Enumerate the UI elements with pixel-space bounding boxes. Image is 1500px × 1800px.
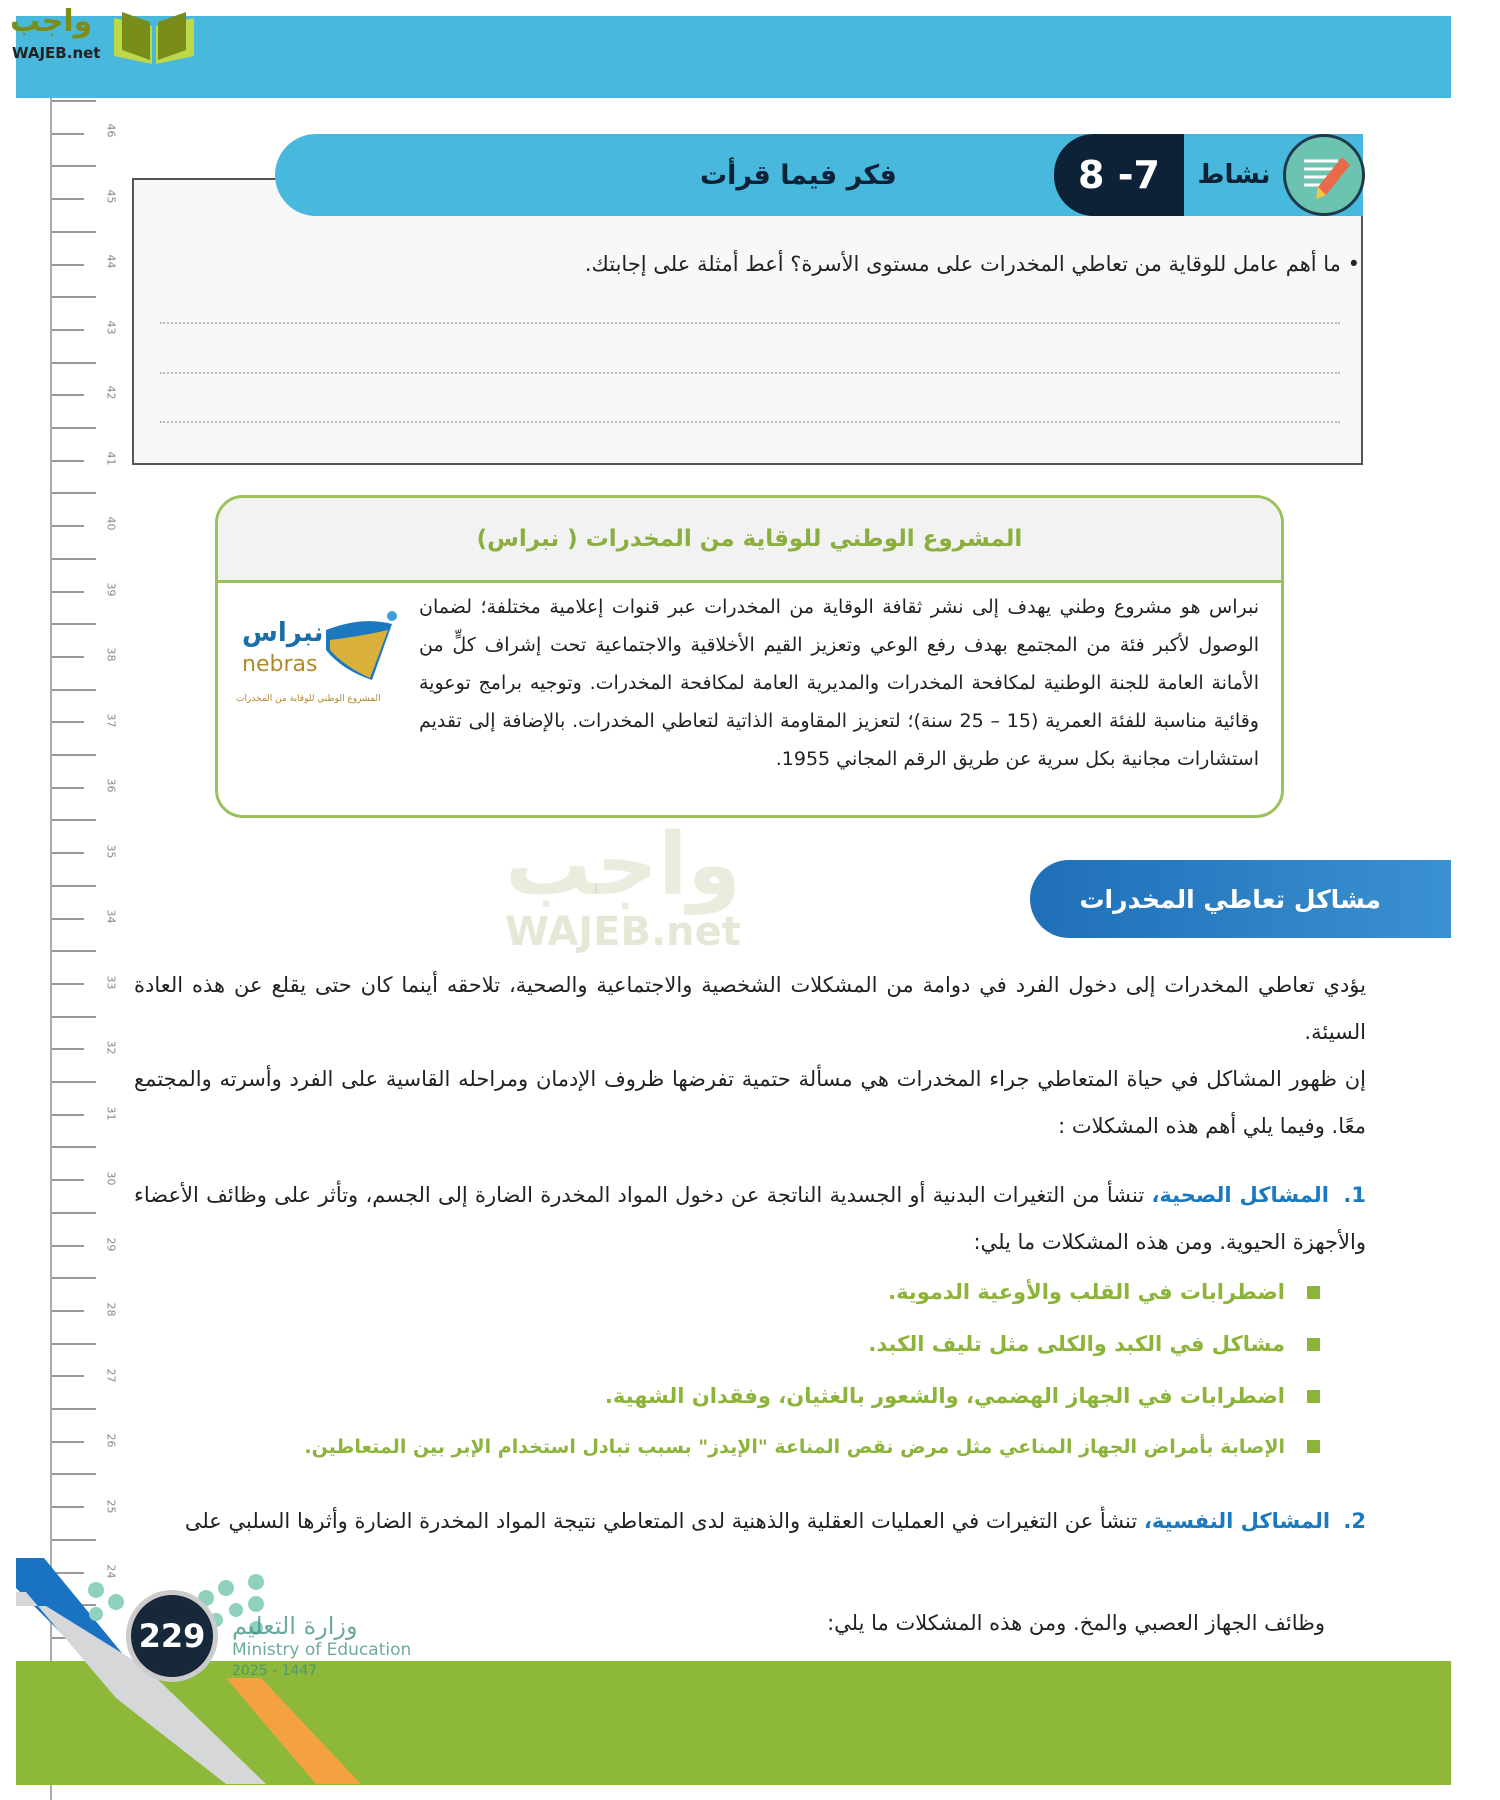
watermark-en: WAJEB.net [505,909,741,955]
ruler-tick [52,1146,96,1148]
ruler-tick [52,1212,96,1214]
ruler-tick [52,264,84,266]
square-bullet-icon [1307,1338,1320,1351]
wajeb-logo[interactable]: واجب WAJEB.net [10,4,190,66]
watermark-ar: واجب [505,815,741,915]
paragraph-2: إن ظهور المشاكل في حياة المتعاطي جراء المخدرات هي مسألة حتمية تفرضها ظروف الإدمان ومراحله القاسية على الفرد وأسرته والمجتمع معًا. وفيما يلي أهم هذه المشكلات : [134,1067,1366,1138]
ruler-tick [52,1114,84,1116]
ruler-number: 46 [104,123,118,138]
ruler-tick [52,1408,96,1410]
nebras-logo: نبراس nebras المشروع الوطني للوقاية من المخدرات [236,618,396,718]
activity-question: • ما أهم عامل للوقاية من تعاطي المخدرات على مستوى الأسرة؟ أعط أمثلة على إجابتك. [584,252,1360,276]
ruler-number: 33 [104,975,118,989]
ruler-number: 24 [104,1564,118,1579]
ruler-tick [52,1179,84,1181]
ruler-tick [52,918,84,920]
ruler-tick [52,819,96,821]
activity-label: نشاط [1184,134,1284,216]
nebras-body: نبراس هو مشروع وطني يهدف إلى نشر ثقافة الوقاية من المخدرات عبر قنوات إعلامية مختلفة؛ لضمان الوصول لأكبر فئة من المجتمع بهدف رفع الوعي وتعزيز القيم الأخلاقية والاجتماعية تحت إشراف كلٍّ من الأمانة العامة للجنة الوطنية لمكافحة المخدرات والمديرية العامة لمكافحة المخدرات. وتوجيه برامج توعوية وقائية مناسبة للفئة العمرية (15 – 25 سنة)؛ لتعزيز المقاومة الذاتية لتعاطي المخدرات. بالإضافة إلى تقديم استشارات مجانية بكل سرية عن طريق الرقم المجاني 1955. [419,596,1259,770]
bullet-item: الإصابة بأمراض الجهاز المناعي مثل مرض نقص المناعة "الإيدز" بسبب تبادل استخدام الإبر بين المتعاطين. [304,1436,1320,1458]
ruler-tick [52,852,84,854]
ruler-number: 31 [104,1106,118,1120]
ruler-tick [52,525,84,527]
ruler-tick [52,1048,84,1050]
ruler-tick [52,165,96,167]
ruler-tick [52,754,96,756]
ruler-tick [52,721,84,723]
ruler-tick [52,1375,84,1377]
bullet-item: اضطرابات في الجهاز الهضمي، والشعور بالغثيان، وفقدان الشهية. [605,1384,1320,1408]
answer-line[interactable] [160,421,1340,423]
square-bullet-icon [1307,1390,1320,1403]
activity-title: فكر فيما قرأت [700,159,897,191]
ruler-tick [52,1310,84,1312]
ruler-tick [52,689,96,691]
header-band [16,16,1451,98]
ruler-tick [52,1473,96,1475]
ruler-number: 41 [104,451,118,465]
section-heading: مشاكل تعاطي المخدرات [1030,860,1451,938]
ruler-number: 44 [104,254,118,269]
ruler-number: 30 [104,1171,118,1186]
ruler-number: 36 [104,778,118,793]
ruler-tick [52,591,84,593]
ruler-number: 43 [104,320,118,334]
answer-line[interactable] [160,372,1340,374]
ruler-number: 42 [104,385,118,400]
ruler-number: 28 [104,1302,118,1317]
ruler-tick [52,1081,96,1083]
nebras-shield-icon [322,610,402,690]
ruler-tick [52,558,96,560]
ruler-number: 27 [104,1368,118,1382]
ruler-tick [52,427,96,429]
ruler-tick [52,885,96,887]
ruler-tick [52,1245,84,1247]
ruler-tick [52,656,84,658]
ruler-number: 34 [104,909,118,924]
paragraph-1: يؤدي تعاطي المخدرات إلى دخول الفرد في دوامة من المشكلات الشخصية والاجتماعية والصحية، تلاحقه أينما كان حتى يقلع عن هذه العادة السيئة. [134,973,1366,1044]
ruler [50,98,52,1800]
ruler-number: 45 [104,189,118,203]
square-bullet-icon [1307,1286,1320,1299]
ruler-tick [52,394,84,396]
ruler-tick [52,983,84,985]
ruler-number: 26 [104,1433,118,1448]
page-number: 229 [126,1590,218,1682]
ruler-number: 39 [104,582,118,596]
ruler-tick [52,623,96,625]
ruler-tick [52,1506,84,1508]
nebras-title: المشروع الوطني للوقاية من المخدرات ( نبراس) [218,498,1281,583]
ruler-number: 35 [104,844,118,858]
ruler-tick [52,198,84,200]
list-item-2: 2. المشاكل النفسية، تنشأ عن التغيرات في العمليات العقلية والذهنية لدى المتعاطي نتيجة المواد المخدرة الضارة وأثرها السلبي على [184,1509,1366,1533]
list-item-1: 1. المشاكل الصحية، تنشأ من التغيرات البدنية أو الجسدية الناتجة عن دخول المواد المخدرة الضارة إلى الجسم، وتأثر على وظائف الأعضاء والأجهزة الحيوية. ومن هذه المشكلات ما يلي: [134,1183,1366,1254]
nebras-box [215,495,1284,818]
square-bullet-icon [1307,1440,1320,1453]
ruler-number: 25 [104,1499,118,1513]
ruler-tick [52,1016,96,1018]
bullet-item: مشاكل في الكبد والكلى مثل تليف الكبد. [868,1332,1320,1356]
ruler-tick [52,1277,96,1279]
book-icon [110,4,198,66]
ruler-number: 29 [104,1237,118,1251]
ruler-number: 37 [104,713,118,727]
ruler-tick [52,133,84,135]
ruler-number: 40 [104,516,118,531]
answer-line[interactable] [160,322,1340,324]
ruler-number: 38 [104,647,118,662]
ruler-tick [52,460,84,462]
ministry-logo: وزارة التعليم Ministry of Education 2025 - 1447 [232,1612,412,1679]
ruler-tick [52,100,96,102]
ruler-tick [52,296,96,298]
ruler-number: 32 [104,1040,118,1055]
ruler-tick [52,1441,84,1443]
ruler-tick [52,1343,96,1345]
ruler-tick [52,787,84,789]
activity-number: 8 -7 [1078,153,1160,197]
ruler-tick [52,231,96,233]
ruler-tick [52,492,96,494]
ruler-tick [52,362,96,364]
ruler-tick [52,950,96,952]
pencil-notes-icon [1283,134,1365,216]
bullet-item: اضطرابات في القلب والأوعية الدموية. [888,1280,1320,1304]
list-item-2-continued: وظائف الجهاز العصبي والمخ. ومن هذه المشكلات ما يلي: [827,1611,1325,1635]
ruler-tick [52,329,84,331]
ruler-tick [52,1539,96,1541]
